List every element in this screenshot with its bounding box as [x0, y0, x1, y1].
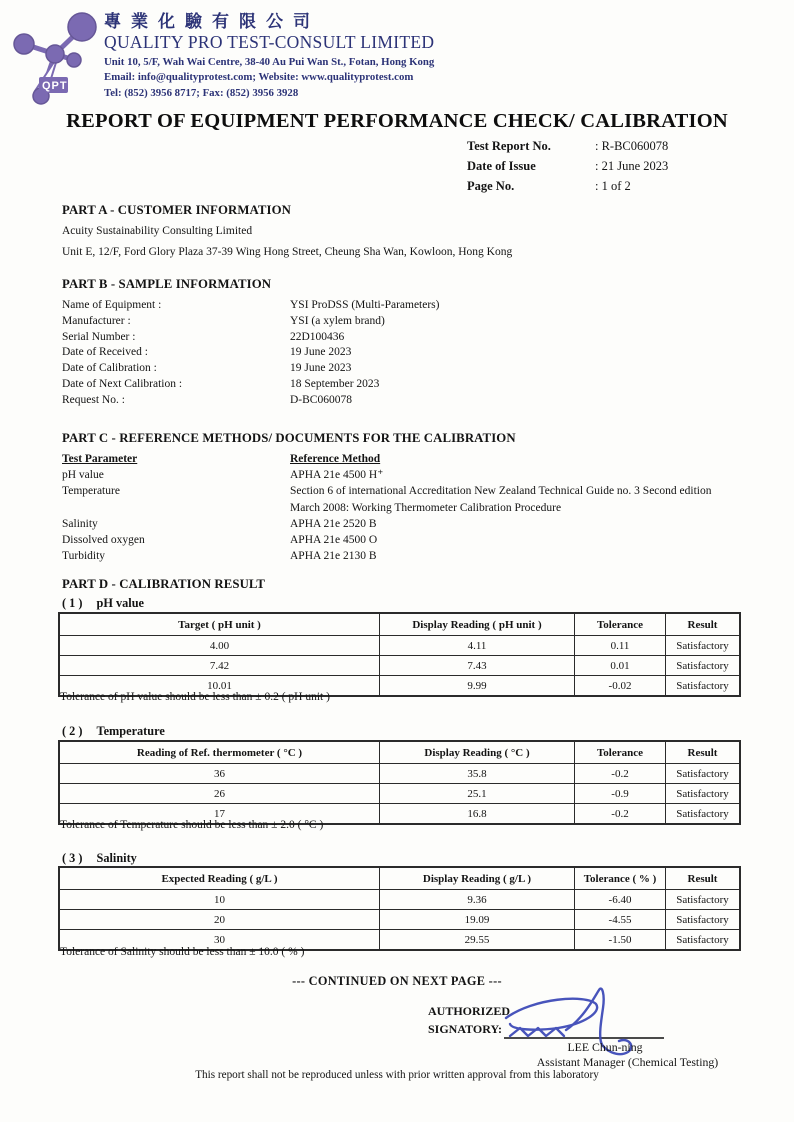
sample-info-row [62, 330, 742, 346]
table-cell: 30 [59, 930, 380, 951]
reference-method-row [62, 483, 722, 515]
table-cell: -0.2 [575, 804, 666, 825]
table-row [59, 784, 740, 804]
section-2-index: ( 2 ) [62, 724, 83, 738]
report-info-row [467, 159, 668, 179]
company-logo-molecule-icon [8, 8, 100, 106]
field-label: Turbidity [62, 550, 106, 563]
sample-info-row [62, 361, 742, 377]
reference-method-row [62, 548, 722, 564]
table-cell: 0.01 [575, 656, 666, 676]
field-value: 19 June 2023 [290, 346, 352, 359]
field-value: APHA 21e 2130 B [290, 550, 377, 563]
report-info [467, 139, 668, 199]
part-d-heading: PART D - CALIBRATION RESULT [62, 577, 266, 591]
report-title: REPORT OF EQUIPMENT PERFORMANCE CHECK/ CALIBRATION [66, 110, 728, 132]
table-cell: Satisfactory [666, 784, 741, 804]
report-info-row [467, 139, 668, 159]
authorized-label: AUTHORIZED [428, 1004, 511, 1018]
reference-method-header: Reference Method [290, 453, 381, 465]
part-b-sample-information [62, 277, 742, 409]
report-disclaimer: This report shall not be reproduced unless with prior written approval from this laboratory [195, 1069, 599, 1081]
column-header: Display Reading ( pH unit ) [380, 613, 575, 636]
table-cell: 19.09 [380, 910, 575, 930]
field-label: Date of Calibration : [62, 362, 157, 375]
salinity-table [58, 866, 741, 951]
table-cell: -0.2 [575, 764, 666, 784]
signature-line [504, 1037, 664, 1039]
part-a-heading: PART A - CUSTOMER INFORMATION [62, 203, 292, 217]
company-tel-fax: Tel: (852) 3956 8717; Fax: (852) 3956 3928 [104, 86, 299, 99]
column-header: Tolerance ( % ) [575, 867, 666, 890]
table-header-row [59, 867, 740, 890]
part-c-reference-methods [62, 431, 722, 564]
part-c-heading: PART C - REFERENCE METHODS/ DOCUMENTS FOR THE CALIBRATION [62, 431, 516, 445]
signatory-label: SIGNATORY: [428, 1022, 503, 1036]
company-name-english: QUALITY PRO TEST-CONSULT LIMITED [104, 32, 435, 52]
table-row [59, 910, 740, 930]
field-value: 19 June 2023 [290, 362, 352, 375]
section-1-index: ( 1 ) [62, 596, 83, 610]
temperature-table [58, 740, 741, 825]
table-cell: -6.40 [575, 890, 666, 910]
table-cell: Satisfactory [666, 804, 741, 825]
field-label: Request No. : [62, 393, 125, 406]
field-label: Salinity [62, 517, 98, 530]
table-header-row [59, 741, 740, 764]
field-label: Manufacturer : [62, 314, 131, 327]
column-header: Result [666, 867, 741, 890]
field-value: APHA 21e 2520 B [290, 517, 377, 530]
table-cell: -4.55 [575, 910, 666, 930]
section-1-label [62, 596, 144, 611]
sample-info-row [62, 393, 742, 409]
table-cell: 10 [59, 890, 380, 910]
field-value: : 21 June 2023 [595, 159, 669, 173]
column-header: Result [666, 613, 741, 636]
table-cell: Satisfactory [666, 676, 741, 697]
logo-text: QPT [42, 80, 68, 92]
sample-info-list [62, 298, 742, 409]
table-cell: 36 [59, 764, 380, 784]
column-header: Expected Reading ( g/L ) [59, 867, 380, 890]
table-cell: Satisfactory [666, 930, 741, 951]
company-name-chinese: 專業化驗有限公司 [104, 12, 320, 31]
field-value: APHA 21e 4500 H⁺ [290, 469, 384, 482]
field-label: Serial Number : [62, 330, 136, 343]
field-label: Temperature [62, 485, 120, 498]
field-label: Date of Issue [467, 159, 536, 173]
ph-value-table [58, 612, 741, 697]
table-cell: Satisfactory [666, 890, 741, 910]
sample-info-row [62, 298, 742, 314]
table-row [59, 890, 740, 910]
sample-info-row [62, 345, 742, 361]
continued-on-next-page: --- CONTINUED ON NEXT PAGE --- [292, 974, 502, 988]
section-1-name: pH value [96, 596, 144, 610]
reference-method-row [62, 532, 722, 548]
table-header-row [59, 613, 740, 636]
table-cell: 17 [59, 804, 380, 825]
table-cell: 0.11 [575, 636, 666, 656]
field-label: Test Report No. [467, 139, 551, 153]
table-cell: Satisfactory [666, 910, 741, 930]
field-label: pH value [62, 469, 104, 482]
table-row [59, 656, 740, 676]
letterhead [104, 12, 434, 99]
table-cell: 9.99 [380, 676, 575, 697]
customer-address: Unit E, 12/F, Ford Glory Plaza 37-39 Wing Hong Street, Cheung Sha Wan, Kowloon, Hong Kong [62, 246, 513, 258]
customer-name: Acuity Sustainability Consulting Limited [62, 225, 253, 237]
field-value: D-BC060078 [290, 393, 352, 406]
column-header: Tolerance [575, 741, 666, 764]
column-header: Display Reading ( g/L ) [380, 867, 575, 890]
company-email-website: Email: info@qualityprotest.com; Website: www.qualityprotest.com [104, 71, 414, 84]
field-value: YSI ProDSS (Multi-Parameters) [290, 299, 440, 311]
table-cell: Satisfactory [666, 764, 741, 784]
table-cell: 9.36 [380, 890, 575, 910]
section-3-label [62, 851, 137, 866]
field-value: : 1 of 2 [595, 179, 631, 193]
signatory-title: Assistant Manager (Chemical Testing) [536, 1055, 719, 1069]
reference-method-row [62, 516, 722, 532]
table-cell: 35.8 [380, 764, 575, 784]
field-value: : R-BC060078 [595, 139, 669, 153]
reference-method-row [62, 467, 722, 483]
table-cell: 10.01 [59, 676, 380, 697]
column-header: Result [666, 741, 741, 764]
temperature-tolerance-note: Tolerance of Temperature should be less than ± 2.0 ( °C ) [60, 819, 324, 831]
field-label: Name of Equipment : [62, 299, 162, 311]
table-cell: -0.02 [575, 676, 666, 697]
field-value: 18 September 2023 [290, 377, 380, 390]
field-value: YSI (a xylem brand) [290, 314, 385, 327]
sample-info-row [62, 314, 742, 330]
company-address: Unit 10, 5/F, Wah Wai Centre, 38-40 Au Pui Wan St., Fotan, Hong Kong [104, 56, 435, 68]
table-row [59, 764, 740, 784]
field-label: Dissolved oxygen [62, 534, 145, 547]
table-cell: 7.42 [59, 656, 380, 676]
report-info-row [467, 179, 668, 199]
column-header: Tolerance [575, 613, 666, 636]
table-cell: 25.1 [380, 784, 575, 804]
column-header: Target ( pH unit ) [59, 613, 380, 636]
table-cell: 16.8 [380, 804, 575, 825]
field-label: Date of Received : [62, 346, 148, 359]
field-label: Page No. [467, 179, 515, 193]
salinity-tolerance-note: Tolerance of Salinity should be less than ± 10.0 ( % ) [60, 946, 305, 958]
table-cell: 20 [59, 910, 380, 930]
table-cell: -0.9 [575, 784, 666, 804]
table-cell: -1.50 [575, 930, 666, 951]
authorized-signatory-label [428, 1002, 511, 1038]
section-2-name: Temperature [96, 724, 165, 738]
section-3-index: ( 3 ) [62, 851, 83, 865]
reference-method-list [62, 467, 722, 564]
part-a-customer-information [62, 203, 742, 260]
table-cell: Satisfactory [666, 656, 741, 676]
part-b-heading: PART B - SAMPLE INFORMATION [62, 277, 272, 291]
table-cell: 7.43 [380, 656, 575, 676]
ph-tolerance-note: Tolerance of pH value should be less than ± 0.2 ( pH unit ) [60, 691, 330, 703]
table-row [59, 636, 740, 656]
section-2-label [62, 724, 165, 739]
table-cell: 4.00 [59, 636, 380, 656]
sample-info-row [62, 377, 742, 393]
table-cell: 26 [59, 784, 380, 804]
field-value: APHA 21e 4500 O [290, 534, 378, 547]
table-cell: 29.55 [380, 930, 575, 951]
field-label: Date of Next Calibration : [62, 377, 183, 390]
test-parameter-header: Test Parameter [62, 453, 138, 465]
column-header: Display Reading ( °C ) [380, 741, 575, 764]
section-3-name: Salinity [96, 851, 137, 865]
field-value: 22D100436 [290, 330, 345, 343]
table-cell: 4.11 [380, 636, 575, 656]
reference-method-header-row [62, 451, 722, 467]
field-value: Section 6 of international Accreditation New Zealand Technical Guide no. 3 Second edition March 2008: Working Thermometer Calibration Procedure [290, 485, 712, 514]
column-header: Reading of Ref. thermometer ( °C ) [59, 741, 380, 764]
signatory-name: LEE Chun-ning [567, 1040, 643, 1054]
table-cell: Satisfactory [666, 636, 741, 656]
